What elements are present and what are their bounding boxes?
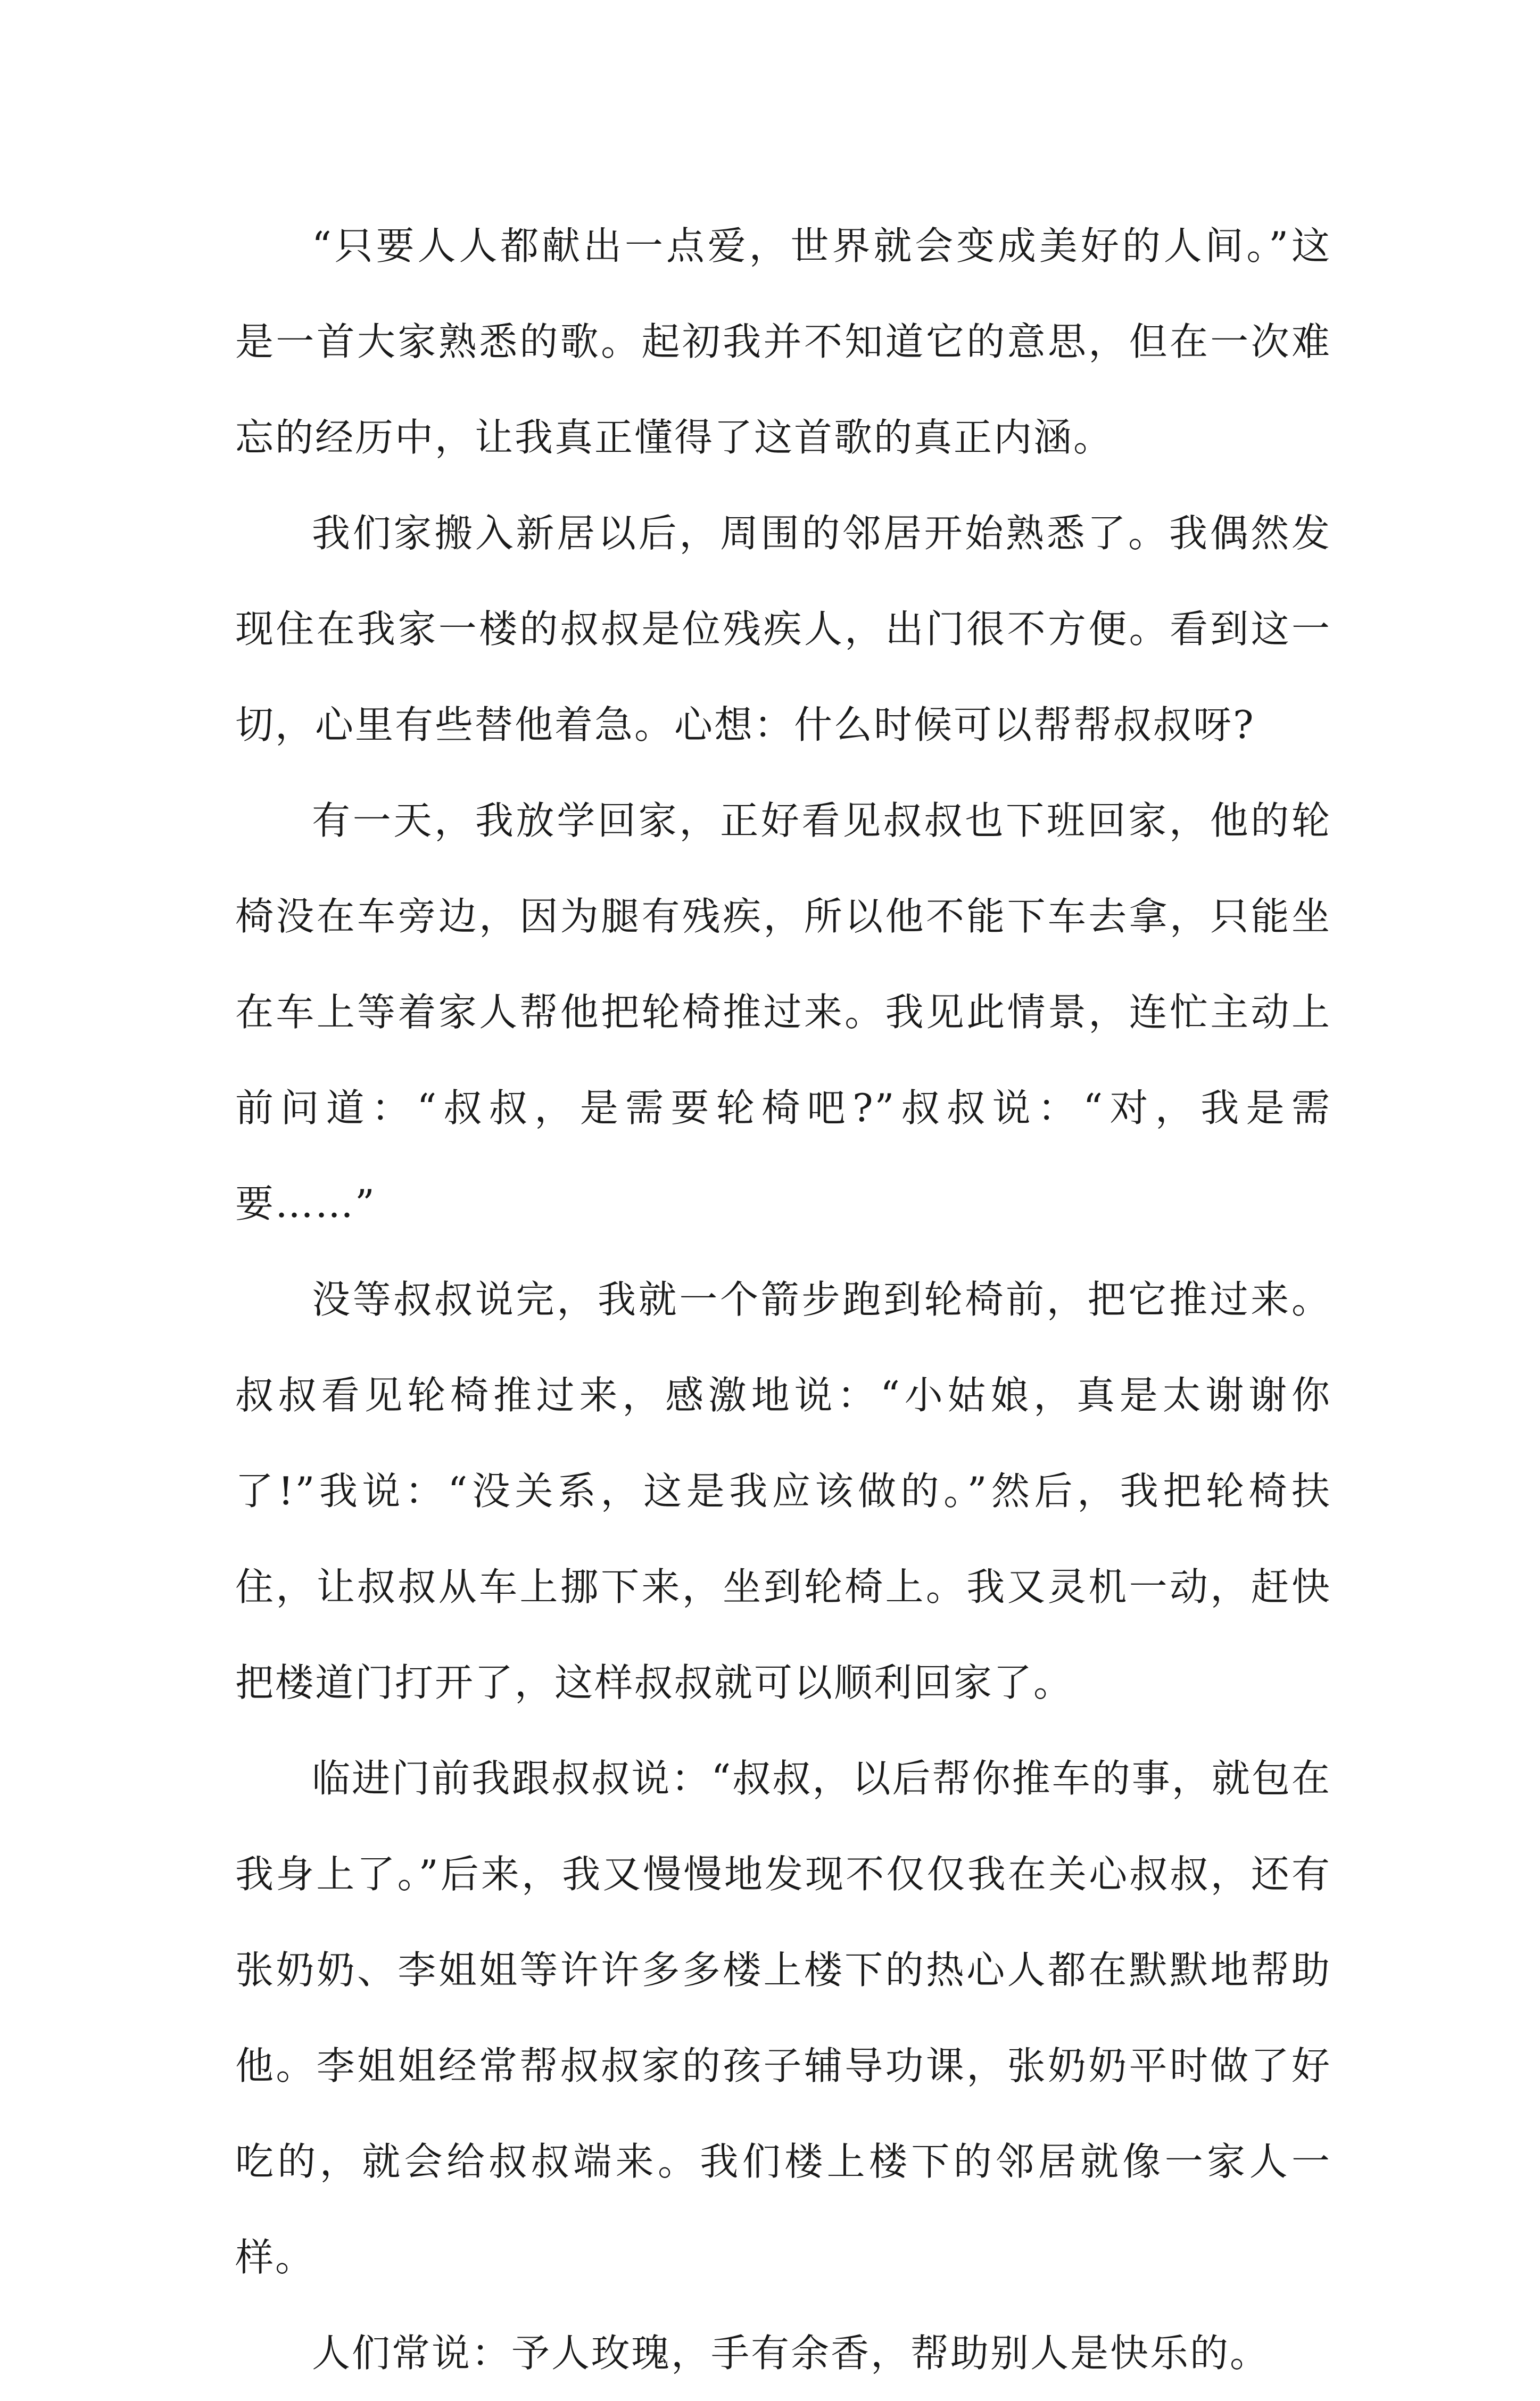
essay-body xyxy=(235,198,1331,2401)
paragraph-1: “只要人人都献出一点爱，世界就会变成美好的人间。”这是一首大家熟悉的歌。起初我并不知道它的意思，但在一次难忘的经历中，让我真正懂得了这首歌的真正内涵。 xyxy=(235,223,1331,460)
paragraph-3: 有一天，我放学回家，正好看见叔叔也下班回家，他的轮椅没在车旁边，因为腿有残疾，所以他不能下车去拿，只能坐在车上等着家人帮他把轮椅推过来。我见此情景，连忙主动上前问道：“叔叔，是需要轮椅吧?”叔叔说：“对，我是需要……” xyxy=(235,798,1331,1226)
paragraph-4: 没等叔叔说完，我就一个箭步跑到轮椅前，把它推过来。叔叔看见轮椅推过来，感激地说：“小姑娘，真是太谢谢你了!”我说：“没关系，这是我应该做的。”然后，我把轮椅扶住，让叔叔从车上挪下来，坐到轮椅上。我又灵机一动，赶快把楼道门打开了，这样叔叔就可以顺利回家了。 xyxy=(235,1277,1331,1705)
paragraph-6: 人们常说：予人玫瑰，手有余香，帮助别人是快乐的。 xyxy=(312,2331,1270,2375)
paragraph-2: 我们家搬入新居以后，周围的邻居开始熟悉了。我偶然发现住在我家一楼的叔叔是位残疾人，出门很不方便。看到这一切，心里有些替他着急。心想：什么时候可以帮帮叔叔呀? xyxy=(235,511,1331,747)
paragraph-5: 临进门前我跟叔叔说：“叔叔，以后帮你推车的事，就包在我身上了。”后来，我又慢慢地发现不仅仅我在关心叔叔，还有张奶奶、李姐姐等许许多多楼上楼下的热心人都在默默地帮助他。李姐姐经常帮叔叔家的孩子辅导功课，张奶奶平时做了好吃的，就会给叔叔端来。我们楼上楼下的邻居就像一家人一样。 xyxy=(235,1756,1331,2280)
